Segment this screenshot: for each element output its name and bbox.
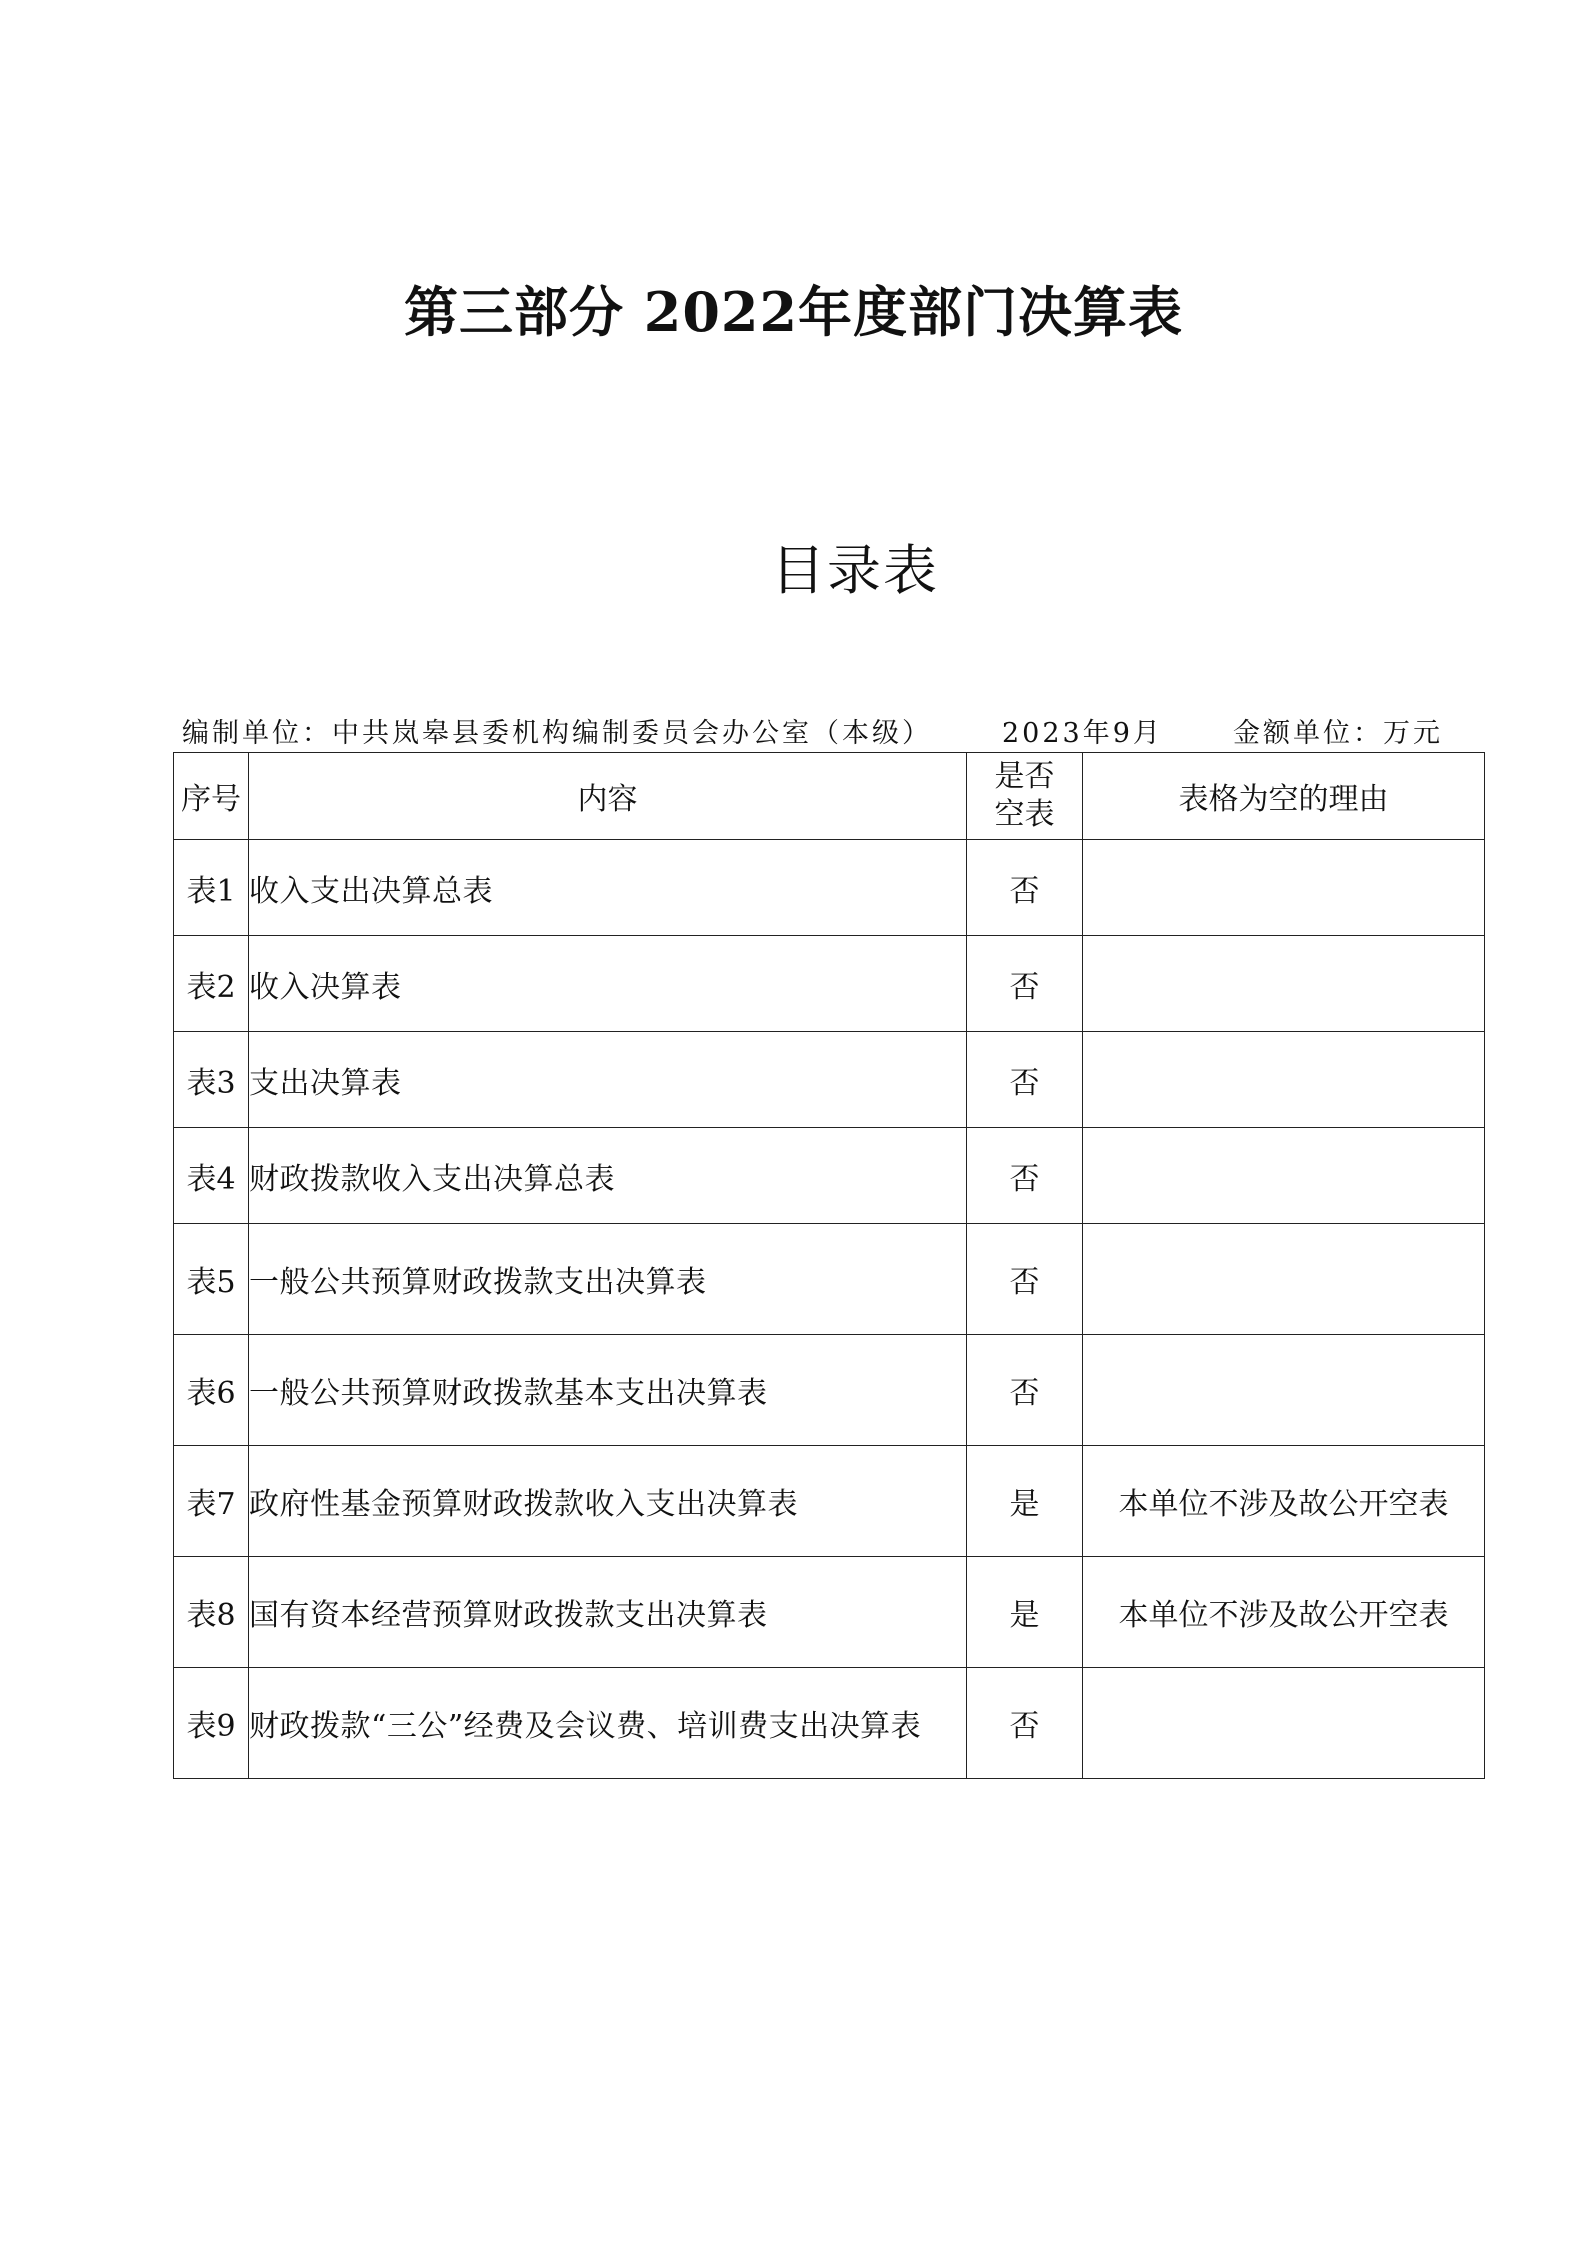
table-row — [174, 1446, 1485, 1557]
row-seq: 表6 — [174, 1335, 249, 1446]
row-content: 国有资本经营预算财政拨款支出决算表 — [249, 1557, 967, 1668]
row-is-empty: 否 — [967, 1128, 1083, 1224]
row-is-empty: 是 — [967, 1446, 1083, 1557]
row-reason — [1083, 1128, 1485, 1224]
table-row — [174, 1128, 1485, 1224]
row-seq: 表2 — [174, 936, 249, 1032]
table-row — [174, 840, 1485, 936]
part-title: 第三部分 2022年度部门决算表 — [403, 280, 1184, 344]
row-seq: 表4 — [174, 1128, 249, 1224]
row-seq: 表8 — [174, 1557, 249, 1668]
catalog-title: 目录表 — [771, 539, 939, 602]
row-content: 财政拨款收入支出决算总表 — [249, 1128, 967, 1224]
row-content: 一般公共预算财政拨款基本支出决算表 — [249, 1335, 967, 1446]
row-seq: 表5 — [174, 1224, 249, 1335]
table-row — [174, 936, 1485, 1032]
amount-unit: 金额单位：万元 — [1233, 718, 1443, 749]
row-seq: 表3 — [174, 1032, 249, 1128]
row-is-empty: 否 — [967, 1224, 1083, 1335]
row-seq: 表7 — [174, 1446, 249, 1557]
row-content: 支出决算表 — [249, 1032, 967, 1128]
table-row — [174, 1668, 1485, 1779]
compiling-unit: 编制单位：中共岚皋县委机构编制委员会办公室（本级） — [182, 718, 932, 749]
row-reason: 本单位不涉及故公开空表 — [1083, 1557, 1485, 1668]
row-is-empty: 否 — [967, 1032, 1083, 1128]
compile-date: 2023年9月 — [1002, 718, 1163, 749]
row-is-empty: 否 — [967, 936, 1083, 1032]
row-content: 政府性基金预算财政拨款收入支出决算表 — [249, 1446, 967, 1557]
row-reason — [1083, 936, 1485, 1032]
header-reason: 表格为空的理由 — [1083, 753, 1485, 840]
row-content: 一般公共预算财政拨款支出决算表 — [249, 1224, 967, 1335]
header-is-empty — [967, 753, 1083, 840]
row-content: 收入决算表 — [249, 936, 967, 1032]
catalog-table — [173, 752, 1485, 1779]
header-is-empty-line2: 空表 — [994, 797, 1055, 832]
row-reason — [1083, 840, 1485, 936]
meta-line — [0, 711, 1587, 747]
row-is-empty: 否 — [967, 1335, 1083, 1446]
row-content: 收入支出决算总表 — [249, 840, 967, 936]
row-reason — [1083, 1224, 1485, 1335]
header-is-empty-line1: 是否 — [994, 759, 1055, 794]
table-row — [174, 1335, 1485, 1446]
header-content: 内容 — [249, 753, 967, 840]
table-row — [174, 1224, 1485, 1335]
row-reason — [1083, 1335, 1485, 1446]
row-content: 财政拨款“三公”经费及会议费、培训费支出决算表 — [249, 1668, 967, 1779]
row-seq: 表1 — [174, 840, 249, 936]
header-row — [174, 753, 1485, 840]
row-reason: 本单位不涉及故公开空表 — [1083, 1446, 1485, 1557]
row-is-empty: 是 — [967, 1557, 1083, 1668]
table-row — [174, 1032, 1485, 1128]
table-row — [174, 1557, 1485, 1668]
row-seq: 表9 — [174, 1668, 249, 1779]
row-is-empty: 否 — [967, 1668, 1083, 1779]
row-is-empty: 否 — [967, 840, 1083, 936]
row-reason — [1083, 1668, 1485, 1779]
header-seq: 序号 — [174, 753, 249, 840]
row-reason — [1083, 1032, 1485, 1128]
